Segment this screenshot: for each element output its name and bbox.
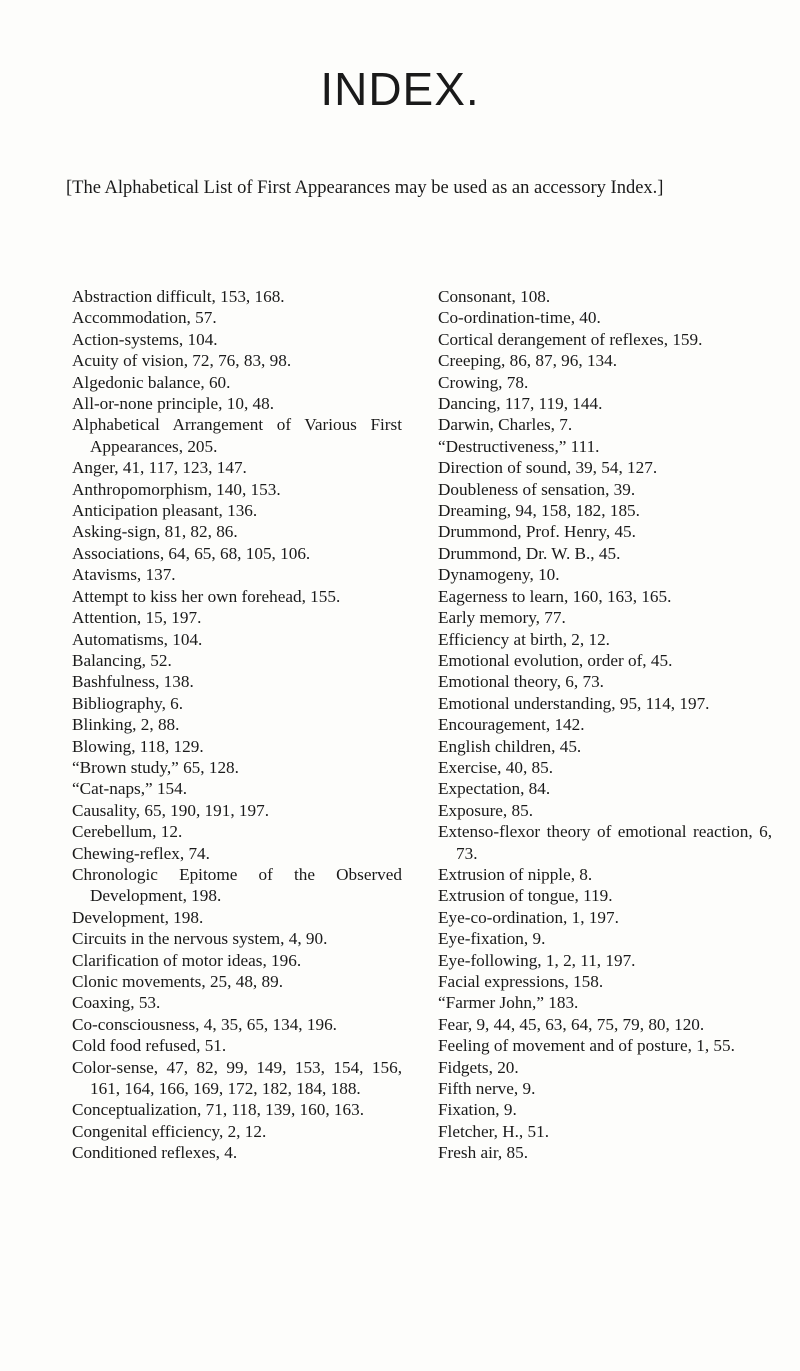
index-entry: Abstraction difficult, 153, 168.	[72, 287, 285, 306]
index-entry: Drummond, Prof. Henry, 45.	[438, 522, 636, 542]
index-entry: Exercise, 40, 85.	[438, 757, 554, 777]
index-entry: Emotional understanding, 95, 114, 197.	[438, 693, 710, 713]
index-entry: Development, 198.	[72, 907, 204, 927]
index-entry: Expectation, 84.	[438, 779, 551, 799]
index-note: [The Alphabetical List of First Appearances may be used as an accessory Index.]	[66, 178, 664, 198]
index-entry: Eye-following, 1, 2, 11, 197.	[438, 950, 636, 970]
index-entry: Clonic movements, 25, 48, 89.	[72, 972, 284, 991]
index-entry: English children, 45.	[438, 736, 582, 756]
index-entry: Bashfulness, 138.	[72, 672, 194, 692]
index-entry: Extrusion of nipple, 8.	[438, 864, 593, 884]
index-entry: Extenso-flexor theory of emotional reaction, 6, 73.	[438, 822, 772, 863]
index-entry: Attention, 15, 197.	[72, 608, 202, 628]
index-column-right	[438, 286, 772, 1164]
index-entry: Feeling of movement and of posture, 1, 55.	[438, 1036, 735, 1056]
index-entry: Cortical derangement of reflexes, 159.	[438, 329, 703, 349]
index-entry: Eagerness to learn, 160, 163, 165.	[438, 586, 672, 606]
index-entry: Conditioned reflexes, 4.	[72, 1143, 238, 1163]
index-entry: Fresh air, 85.	[438, 1143, 529, 1163]
index-entry: Dynamogeny, 10.	[438, 565, 560, 585]
index-entry: Dancing, 117, 119, 144.	[438, 394, 603, 414]
index-entry: Darwin, Charles, 7.	[438, 415, 573, 435]
index-entry: Congenital efficiency, 2, 12.	[72, 1121, 267, 1141]
index-entry: Drummond, Dr. W. B., 45.	[438, 543, 621, 563]
index-entry: Anger, 41, 117, 123, 147.	[72, 458, 247, 478]
index-entry: Crowing, 78.	[438, 372, 529, 392]
index-entry: Emotional theory, 6, 73.	[438, 672, 604, 692]
index-entry: Fifth nerve, 9.	[438, 1079, 536, 1099]
index-entry: Blinking, 2, 88.	[72, 715, 180, 735]
index-entry: Atavisms, 137.	[72, 565, 176, 585]
index-entry: Anthropomorphism, 140, 153.	[72, 479, 281, 499]
index-entry: Consonant, 108.	[438, 287, 551, 306]
index-entry: Action-systems, 104.	[72, 329, 218, 349]
index-entry: Bibliography, 6.	[72, 693, 184, 713]
index-entry: Eye-co-ordination, 1, 197.	[438, 907, 619, 927]
index-entry: Associations, 64, 65, 68, 105, 106.	[72, 543, 311, 563]
index-entry: Co-ordination-time, 40.	[438, 308, 601, 328]
index-entry: Balancing, 52.	[72, 650, 172, 670]
index-entry: Attempt to kiss her own forehead, 155.	[72, 586, 341, 606]
index-entry: Extrusion of tongue, 119.	[438, 886, 613, 906]
index-entry: Emotional evolution, order of, 45.	[438, 650, 673, 670]
index-entry: Clarification of motor ideas, 196.	[72, 950, 302, 970]
index-entry: Fletcher, H., 51.	[438, 1121, 550, 1141]
index-entry: Eye-fixation, 9.	[438, 929, 546, 949]
index-entry: Coaxing, 53.	[72, 993, 161, 1013]
index-entry: Chronologic Epitome of the Observed Development, 198.	[72, 864, 402, 906]
index-column-left	[72, 286, 402, 1164]
index-entry: Co-consciousness, 4, 35, 65, 134, 196.	[72, 1014, 337, 1034]
index-entry: Creeping, 86, 87, 96, 134.	[438, 351, 618, 371]
index-entry: Automatisms, 104.	[72, 629, 203, 649]
index-entry: Accommodation, 57.	[72, 308, 217, 328]
index-entry: Facial expressions, 158.	[438, 972, 604, 991]
index-entry: Dreaming, 94, 158, 182, 185.	[438, 501, 640, 521]
index-entry: Fidgets, 20.	[438, 1057, 519, 1077]
index-entry: Encouragement, 142.	[438, 715, 585, 735]
index-entry: Fixation, 9.	[438, 1100, 517, 1120]
index-entry: Alphabetical Arrangement of Various First Appearances, 205.	[72, 415, 402, 456]
index-entry: Asking-sign, 81, 82, 86.	[72, 522, 238, 542]
page-title: INDEX.	[320, 63, 480, 115]
index-entry: All-or-none principle, 10, 48.	[72, 394, 275, 414]
index-entry: Exposure, 85.	[438, 800, 533, 820]
index-entry: Cold food refused, 51.	[72, 1036, 227, 1056]
index-entry: Conceptualization, 71, 118, 139, 160, 163.	[72, 1100, 364, 1120]
index-entry: Blowing, 118, 129.	[72, 736, 204, 756]
index-entry: Doubleness of sensation, 39.	[438, 479, 636, 499]
index-entry: “Destructiveness,” 111.	[438, 436, 600, 456]
index-entry: Chewing-reflex, 74.	[72, 843, 210, 863]
index-entry: Acuity of vision, 72, 76, 83, 98.	[72, 351, 292, 371]
index-entry: Fear, 9, 44, 45, 63, 64, 75, 79, 80, 120.	[438, 1014, 705, 1034]
index-entry: Anticipation pleasant, 136.	[72, 501, 258, 521]
index-entry: “Farmer John,” 183.	[438, 993, 579, 1013]
index-entry: Cerebellum, 12.	[72, 822, 183, 842]
index-entry: Causality, 65, 190, 191, 197.	[72, 800, 270, 820]
index-entry: Efficiency at birth, 2, 12.	[438, 629, 610, 649]
index-entry: “Cat-naps,” 154.	[72, 779, 188, 799]
index-entry: Circuits in the nervous system, 4, 90.	[72, 929, 328, 949]
index-entry: Color-sense, 47, 82, 99, 149, 153, 154, 156, 161, 164, 166, 169, 172, 182, 184, 188.	[72, 1057, 402, 1099]
index-entry: Algedonic balance, 60.	[72, 372, 231, 392]
index-entry: Direction of sound, 39, 54, 127.	[438, 458, 658, 478]
index-entry: “Brown study,” 65, 128.	[72, 757, 239, 777]
index-entry: Early memory, 77.	[438, 608, 566, 628]
